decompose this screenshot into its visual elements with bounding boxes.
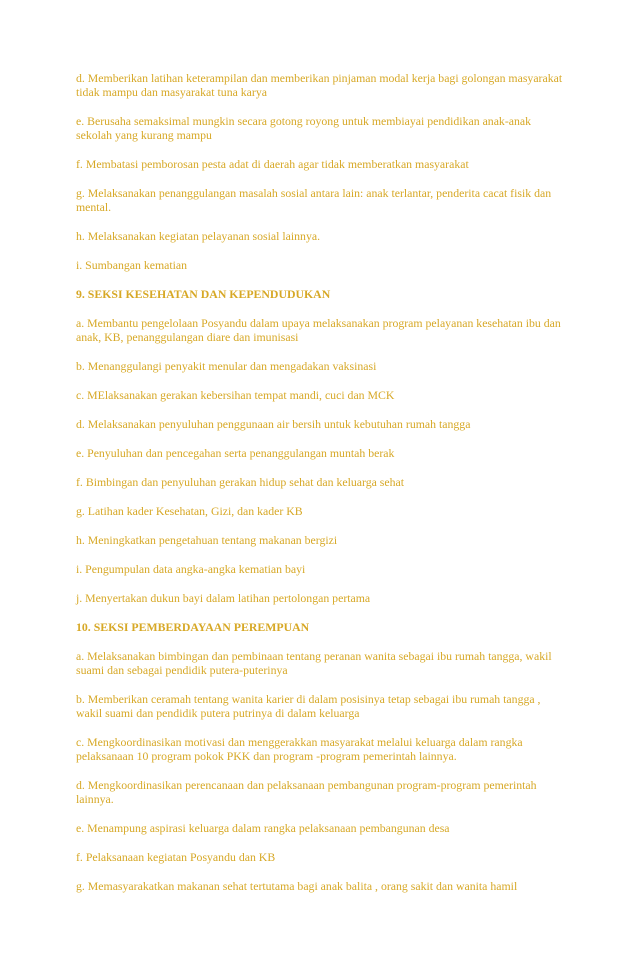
list-paragraph: e. Penyuluhan dan pencegahan serta penanggulangan muntah berak [76,446,395,460]
list-paragraph: b. Menanggulangi penyakit menular dan mengadakan vaksinasi [76,359,377,373]
list-paragraph: f. Pelaksanaan kegiatan Posyandu dan KB [76,850,276,864]
list-paragraph: j. Menyertakan dukun bayi dalam latihan pertolongan pertama [76,591,371,605]
list-paragraph: c. MElaksanakan gerakan kebersihan tempat mandi, cuci dan MCK [76,388,395,402]
section-heading: 9. SEKSI KESEHATAN DAN KEPENDUDUKAN [76,287,331,301]
paragraph-gap [76,344,568,359]
paragraph-gap [76,431,568,446]
paragraph-gap [76,634,568,649]
list-paragraph: b. Memberikan ceramah tentang wanita karier di dalam posisinya tetap sebagai ibu rumah tangga , wakil suami dan pendidik putera putrinya di dalam keluarga [76,692,541,720]
list-paragraph: g. Latihan kader Kesehatan, Gizi, dan kader KB [76,504,303,518]
paragraph-gap [76,142,568,157]
paragraph-gap [76,835,568,850]
list-paragraph: h. Melaksanakan kegiatan pelayanan sosial lainnya. [76,229,321,243]
paragraph-gap [76,301,568,316]
paragraph-gap [76,806,568,821]
paragraph-gap [76,864,568,879]
list-paragraph: e. Berusaha semaksimal mungkin secara gotong royong untuk membiayai pendidikan anak-anak sekolah yang kurang mampu [76,114,532,142]
list-paragraph: i. Sumbangan kematian [76,258,188,272]
list-paragraph: d. Memberikan latihan keterampilan dan memberikan pinjaman modal kerja bagi golongan masyarakat tidak mampu dan masyarakat tuna karya [76,71,563,99]
paragraph-gap [76,99,568,114]
list-paragraph: a. Melaksanakan bimbingan dan pembinaan tentang peranan wanita sebagai ibu rumah tangga, wakil suami dan sebagai pendidik putera-puterinya [76,649,552,677]
list-paragraph: d. Melaksanakan penyuluhan penggunaan air bersih untuk kebutuhan rumah tangga [76,417,471,431]
paragraph-gap [76,763,568,778]
paragraph-gap [76,677,568,692]
paragraph-gap [76,171,568,186]
paragraph-gap [76,460,568,475]
paragraph-gap [76,605,568,620]
list-paragraph: e. Menampung aspirasi keluarga dalam rangka pelaksanaan pembangunan desa [76,821,450,835]
paragraph-gap [76,576,568,591]
list-paragraph: f. Membatasi pemborosan pesta adat di daerah agar tidak memberatkan masyarakat [76,157,469,171]
paragraph-gap [76,489,568,504]
paragraph-gap [76,518,568,533]
paragraph-gap [76,402,568,417]
document-body [76,71,568,893]
paragraph-gap [76,720,568,735]
list-paragraph: c. Mengkoordinasikan motivasi dan menggerakkan masyarakat melalui keluarga dalam rangka pelaksanaan 10 program pokok PKK dan program -program pemerintah lainnya. [76,735,523,763]
list-paragraph: a. Membantu pengelolaan Posyandu dalam upaya melaksanakan program pelayanan kesehatan ibu dan anak, KB, penanggulangan diare dan imunisasi [76,316,561,344]
paragraph-gap [76,243,568,258]
paragraph-gap [76,214,568,229]
list-paragraph: g. Melaksanakan penanggulangan masalah sosial antara lain: anak terlantar, penderita cacat fisik dan mental. [76,186,552,214]
section-heading: 10. SEKSI PEMBERDAYAAN PEREMPUAN [76,620,310,634]
list-paragraph: g. Memasyarakatkan makanan sehat tertutama bagi anak balita , orang sakit dan wanita hamil [76,879,518,893]
paragraph-gap [76,547,568,562]
list-paragraph: d. Mengkoordinasikan perencanaan dan pelaksanaan pembangunan program-program pemerintah lainnya. [76,778,537,806]
list-paragraph: i. Pengumpulan data angka-angka kematian bayi [76,562,306,576]
list-paragraph: h. Meningkatkan pengetahuan tentang makanan bergizi [76,533,338,547]
paragraph-gap [76,373,568,388]
list-paragraph: f. Bimbingan dan penyuluhan gerakan hidup sehat dan keluarga sehat [76,475,405,489]
paragraph-gap [76,272,568,287]
